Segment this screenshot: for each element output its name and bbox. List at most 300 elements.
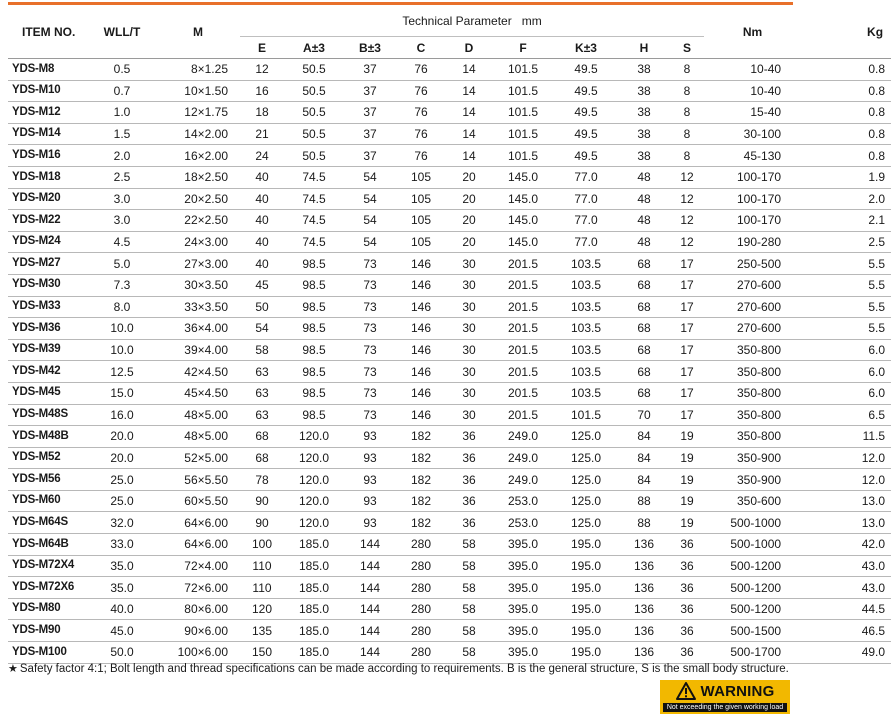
- cell-b: 93: [344, 490, 396, 512]
- cell-e: 40: [240, 166, 284, 188]
- cell-d: 30: [446, 318, 492, 340]
- cell-a: 120.0: [284, 490, 344, 512]
- cell-s: 17: [670, 253, 704, 275]
- cell-wll: 1.0: [88, 102, 156, 124]
- cell-wll: 3.0: [88, 210, 156, 232]
- cell-wll: 32.0: [88, 512, 156, 534]
- cell-m: 72×4.00: [156, 555, 240, 577]
- specification-table: [8, 6, 891, 664]
- cell-b: 144: [344, 534, 396, 556]
- cell-h: 136: [618, 598, 670, 620]
- cell-f: 101.5: [492, 102, 554, 124]
- cell-wll: 8.0: [88, 296, 156, 318]
- cell-k: 195.0: [554, 555, 618, 577]
- cell-f: 249.0: [492, 469, 554, 491]
- cell-m: 45×4.50: [156, 382, 240, 404]
- cell-e: 90: [240, 490, 284, 512]
- cell-m: 64×6.00: [156, 512, 240, 534]
- cell-f: 145.0: [492, 231, 554, 253]
- cell-m: 39×4.00: [156, 339, 240, 361]
- cell-b: 73: [344, 296, 396, 318]
- cell-e: 16: [240, 80, 284, 102]
- cell-a: 98.5: [284, 339, 344, 361]
- cell-h: 48: [618, 210, 670, 232]
- cell-kg: 0.8: [801, 123, 891, 145]
- cell-item-no: YDS-M80: [8, 598, 88, 620]
- cell-c: 280: [396, 598, 446, 620]
- cell-item-no: YDS-M16: [8, 145, 88, 167]
- cell-c: 76: [396, 145, 446, 167]
- cell-s: 8: [670, 80, 704, 102]
- cell-b: 144: [344, 598, 396, 620]
- table-row: [8, 404, 891, 426]
- table-row: [8, 490, 891, 512]
- cell-c: 182: [396, 447, 446, 469]
- warning-triangle-icon: [676, 682, 696, 700]
- cell-nm: 350-800: [704, 404, 801, 426]
- cell-c: 146: [396, 318, 446, 340]
- cell-wll: 5.0: [88, 253, 156, 275]
- cell-k: 125.0: [554, 426, 618, 448]
- cell-h: 38: [618, 145, 670, 167]
- cell-b: 73: [344, 404, 396, 426]
- cell-k: 77.0: [554, 231, 618, 253]
- star-icon: ★: [8, 663, 18, 675]
- cell-d: 14: [446, 123, 492, 145]
- cell-kg: 2.5: [801, 231, 891, 253]
- cell-item-no: YDS-M48B: [8, 426, 88, 448]
- cell-a: 185.0: [284, 534, 344, 556]
- cell-h: 136: [618, 642, 670, 664]
- cell-b: 144: [344, 577, 396, 599]
- cell-a: 98.5: [284, 361, 344, 383]
- cell-nm: 270-600: [704, 296, 801, 318]
- cell-s: 36: [670, 598, 704, 620]
- cell-b: 54: [344, 231, 396, 253]
- cell-b: 73: [344, 361, 396, 383]
- cell-m: 52×5.00: [156, 447, 240, 469]
- table-row: [8, 296, 891, 318]
- cell-a: 98.5: [284, 382, 344, 404]
- cell-m: 10×1.50: [156, 80, 240, 102]
- subheader-f: F: [492, 37, 554, 59]
- cell-kg: 6.0: [801, 361, 891, 383]
- cell-nm: 500-1200: [704, 598, 801, 620]
- cell-s: 17: [670, 318, 704, 340]
- cell-s: 12: [670, 231, 704, 253]
- cell-item-no: YDS-M14: [8, 123, 88, 145]
- cell-f: 145.0: [492, 210, 554, 232]
- cell-k: 49.5: [554, 80, 618, 102]
- cell-h: 68: [618, 296, 670, 318]
- cell-item-no: YDS-M8: [8, 59, 88, 81]
- cell-item-no: YDS-M30: [8, 274, 88, 296]
- cell-kg: 49.0: [801, 642, 891, 664]
- cell-kg: 6.5: [801, 404, 891, 426]
- cell-e: 40: [240, 231, 284, 253]
- table-row: [8, 231, 891, 253]
- cell-a: 98.5: [284, 318, 344, 340]
- cell-b: 54: [344, 188, 396, 210]
- cell-m: 30×3.50: [156, 274, 240, 296]
- cell-kg: 5.5: [801, 274, 891, 296]
- cell-f: 395.0: [492, 642, 554, 664]
- cell-wll: 40.0: [88, 598, 156, 620]
- cell-d: 58: [446, 534, 492, 556]
- cell-m: 8×1.25: [156, 59, 240, 81]
- cell-nm: 10-40: [704, 80, 801, 102]
- cell-s: 36: [670, 534, 704, 556]
- cell-k: 77.0: [554, 210, 618, 232]
- cell-d: 58: [446, 598, 492, 620]
- cell-m: 60×5.50: [156, 490, 240, 512]
- cell-b: 37: [344, 123, 396, 145]
- cell-wll: 12.5: [88, 361, 156, 383]
- cell-a: 120.0: [284, 512, 344, 534]
- cell-nm: 500-1000: [704, 534, 801, 556]
- cell-s: 12: [670, 166, 704, 188]
- cell-c: 182: [396, 512, 446, 534]
- table-row: [8, 598, 891, 620]
- cell-d: 30: [446, 404, 492, 426]
- cell-k: 103.5: [554, 296, 618, 318]
- cell-nm: 100-170: [704, 210, 801, 232]
- cell-wll: 50.0: [88, 642, 156, 664]
- cell-c: 146: [396, 296, 446, 318]
- cell-e: 45: [240, 274, 284, 296]
- cell-d: 36: [446, 512, 492, 534]
- cell-nm: 100-170: [704, 166, 801, 188]
- cell-s: 36: [670, 555, 704, 577]
- cell-d: 36: [446, 490, 492, 512]
- cell-s: 17: [670, 382, 704, 404]
- cell-h: 68: [618, 274, 670, 296]
- cell-k: 103.5: [554, 253, 618, 275]
- cell-a: 74.5: [284, 210, 344, 232]
- table-row: [8, 555, 891, 577]
- cell-e: 40: [240, 210, 284, 232]
- cell-wll: 2.5: [88, 166, 156, 188]
- cell-m: 33×3.50: [156, 296, 240, 318]
- cell-s: 8: [670, 59, 704, 81]
- cell-e: 58: [240, 339, 284, 361]
- cell-k: 103.5: [554, 382, 618, 404]
- cell-a: 185.0: [284, 642, 344, 664]
- cell-item-no: YDS-M20: [8, 188, 88, 210]
- cell-d: 30: [446, 339, 492, 361]
- cell-h: 136: [618, 555, 670, 577]
- cell-c: 146: [396, 339, 446, 361]
- cell-item-no: YDS-M24: [8, 231, 88, 253]
- cell-s: 17: [670, 339, 704, 361]
- cell-item-no: YDS-M36: [8, 318, 88, 340]
- cell-f: 101.5: [492, 80, 554, 102]
- cell-kg: 13.0: [801, 512, 891, 534]
- cell-k: 125.0: [554, 512, 618, 534]
- header-nm: Nm: [704, 6, 801, 59]
- cell-s: 8: [670, 145, 704, 167]
- cell-nm: 350-800: [704, 339, 801, 361]
- cell-e: 54: [240, 318, 284, 340]
- table-row: [8, 361, 891, 383]
- cell-h: 136: [618, 577, 670, 599]
- table-row: [8, 382, 891, 404]
- cell-b: 54: [344, 210, 396, 232]
- cell-h: 68: [618, 339, 670, 361]
- cell-item-no: YDS-M100: [8, 642, 88, 664]
- cell-wll: 10.0: [88, 339, 156, 361]
- table-row: [8, 253, 891, 275]
- cell-f: 101.5: [492, 123, 554, 145]
- cell-s: 19: [670, 426, 704, 448]
- cell-nm: 45-130: [704, 145, 801, 167]
- cell-b: 144: [344, 555, 396, 577]
- cell-c: 105: [396, 210, 446, 232]
- cell-b: 54: [344, 166, 396, 188]
- cell-wll: 0.7: [88, 80, 156, 102]
- cell-d: 58: [446, 620, 492, 642]
- cell-k: 195.0: [554, 577, 618, 599]
- cell-a: 50.5: [284, 80, 344, 102]
- subheader-d: D: [446, 37, 492, 59]
- subheader-s: S: [670, 37, 704, 59]
- cell-d: 36: [446, 447, 492, 469]
- cell-m: 20×2.50: [156, 188, 240, 210]
- cell-kg: 2.0: [801, 188, 891, 210]
- cell-wll: 20.0: [88, 426, 156, 448]
- cell-f: 395.0: [492, 620, 554, 642]
- table-row: [8, 210, 891, 232]
- cell-kg: 42.0: [801, 534, 891, 556]
- cell-h: 38: [618, 102, 670, 124]
- cell-a: 74.5: [284, 231, 344, 253]
- table-row: [8, 447, 891, 469]
- cell-s: 19: [670, 512, 704, 534]
- footnote: [8, 662, 789, 675]
- cell-c: 280: [396, 620, 446, 642]
- cell-a: 50.5: [284, 102, 344, 124]
- cell-c: 182: [396, 490, 446, 512]
- cell-a: 185.0: [284, 620, 344, 642]
- cell-b: 37: [344, 145, 396, 167]
- cell-a: 50.5: [284, 59, 344, 81]
- cell-c: 280: [396, 577, 446, 599]
- cell-b: 73: [344, 274, 396, 296]
- cell-nm: 350-900: [704, 447, 801, 469]
- cell-f: 253.0: [492, 490, 554, 512]
- cell-h: 84: [618, 469, 670, 491]
- cell-k: 195.0: [554, 620, 618, 642]
- cell-k: 49.5: [554, 123, 618, 145]
- cell-m: 12×1.75: [156, 102, 240, 124]
- cell-kg: 43.0: [801, 577, 891, 599]
- cell-m: 72×6.00: [156, 577, 240, 599]
- cell-c: 105: [396, 231, 446, 253]
- cell-e: 63: [240, 382, 284, 404]
- table-row: [8, 123, 891, 145]
- cell-d: 14: [446, 80, 492, 102]
- cell-e: 90: [240, 512, 284, 534]
- cell-kg: 11.5: [801, 426, 891, 448]
- cell-f: 145.0: [492, 166, 554, 188]
- cell-d: 30: [446, 274, 492, 296]
- cell-wll: 25.0: [88, 469, 156, 491]
- cell-e: 110: [240, 577, 284, 599]
- cell-s: 36: [670, 620, 704, 642]
- cell-s: 19: [670, 447, 704, 469]
- cell-e: 68: [240, 447, 284, 469]
- cell-nm: 350-900: [704, 469, 801, 491]
- cell-kg: 0.8: [801, 80, 891, 102]
- cell-h: 136: [618, 534, 670, 556]
- table-row: [8, 59, 891, 81]
- cell-c: 280: [396, 642, 446, 664]
- cell-a: 98.5: [284, 253, 344, 275]
- cell-e: 24: [240, 145, 284, 167]
- cell-kg: 46.5: [801, 620, 891, 642]
- cell-item-no: YDS-M72X4: [8, 555, 88, 577]
- cell-nm: 500-1200: [704, 555, 801, 577]
- cell-k: 103.5: [554, 361, 618, 383]
- cell-f: 249.0: [492, 447, 554, 469]
- cell-nm: 15-40: [704, 102, 801, 124]
- cell-nm: 350-800: [704, 361, 801, 383]
- cell-wll: 0.5: [88, 59, 156, 81]
- cell-m: 14×2.00: [156, 123, 240, 145]
- subheader-c: C: [396, 37, 446, 59]
- cell-nm: 270-600: [704, 274, 801, 296]
- cell-h: 88: [618, 490, 670, 512]
- cell-d: 58: [446, 555, 492, 577]
- cell-e: 135: [240, 620, 284, 642]
- cell-wll: 7.3: [88, 274, 156, 296]
- cell-f: 201.5: [492, 339, 554, 361]
- cell-d: 14: [446, 59, 492, 81]
- cell-h: 84: [618, 447, 670, 469]
- cell-a: 98.5: [284, 296, 344, 318]
- cell-c: 146: [396, 361, 446, 383]
- cell-b: 93: [344, 512, 396, 534]
- cell-kg: 2.1: [801, 210, 891, 232]
- cell-wll: 2.0: [88, 145, 156, 167]
- cell-item-no: YDS-M52: [8, 447, 88, 469]
- cell-item-no: YDS-M64S: [8, 512, 88, 534]
- subheader-a: A±3: [284, 37, 344, 59]
- table-row: [8, 512, 891, 534]
- cell-k: 195.0: [554, 642, 618, 664]
- cell-b: 73: [344, 382, 396, 404]
- cell-c: 76: [396, 59, 446, 81]
- cell-h: 68: [618, 318, 670, 340]
- cell-item-no: YDS-M60: [8, 490, 88, 512]
- cell-m: 24×3.00: [156, 231, 240, 253]
- cell-h: 48: [618, 166, 670, 188]
- cell-b: 73: [344, 318, 396, 340]
- cell-item-no: YDS-M48S: [8, 404, 88, 426]
- cell-h: 136: [618, 620, 670, 642]
- subheader-e: E: [240, 37, 284, 59]
- cell-k: 77.0: [554, 188, 618, 210]
- cell-h: 38: [618, 59, 670, 81]
- cell-wll: 1.5: [88, 123, 156, 145]
- cell-e: 40: [240, 188, 284, 210]
- cell-a: 98.5: [284, 274, 344, 296]
- cell-s: 36: [670, 577, 704, 599]
- table-row: [8, 339, 891, 361]
- cell-k: 49.5: [554, 102, 618, 124]
- cell-d: 58: [446, 642, 492, 664]
- cell-s: 17: [670, 361, 704, 383]
- cell-b: 144: [344, 642, 396, 664]
- table-row: [8, 80, 891, 102]
- cell-s: 8: [670, 123, 704, 145]
- cell-nm: 270-600: [704, 318, 801, 340]
- cell-f: 201.5: [492, 361, 554, 383]
- cell-a: 120.0: [284, 447, 344, 469]
- cell-nm: 350-800: [704, 382, 801, 404]
- cell-e: 78: [240, 469, 284, 491]
- cell-e: 21: [240, 123, 284, 145]
- cell-m: 22×2.50: [156, 210, 240, 232]
- cell-f: 253.0: [492, 512, 554, 534]
- cell-s: 12: [670, 210, 704, 232]
- cell-nm: 10-40: [704, 59, 801, 81]
- cell-m: 64×6.00: [156, 534, 240, 556]
- cell-a: 120.0: [284, 426, 344, 448]
- cell-k: 49.5: [554, 59, 618, 81]
- cell-wll: 33.0: [88, 534, 156, 556]
- cell-s: 19: [670, 490, 704, 512]
- cell-k: 49.5: [554, 145, 618, 167]
- cell-f: 201.5: [492, 318, 554, 340]
- cell-c: 280: [396, 555, 446, 577]
- cell-h: 48: [618, 231, 670, 253]
- cell-m: 48×5.00: [156, 404, 240, 426]
- cell-s: 12: [670, 188, 704, 210]
- cell-kg: 0.8: [801, 145, 891, 167]
- cell-d: 30: [446, 253, 492, 275]
- cell-a: 50.5: [284, 123, 344, 145]
- cell-b: 73: [344, 339, 396, 361]
- cell-s: 17: [670, 296, 704, 318]
- cell-d: 30: [446, 296, 492, 318]
- cell-wll: 35.0: [88, 577, 156, 599]
- cell-e: 18: [240, 102, 284, 124]
- cell-k: 195.0: [554, 534, 618, 556]
- table-row: [8, 620, 891, 642]
- cell-wll: 16.0: [88, 404, 156, 426]
- header-m: M: [156, 6, 240, 59]
- cell-a: 185.0: [284, 598, 344, 620]
- cell-e: 110: [240, 555, 284, 577]
- cell-nm: 500-1500: [704, 620, 801, 642]
- table-row: [8, 102, 891, 124]
- cell-m: 42×4.50: [156, 361, 240, 383]
- table-row: [8, 534, 891, 556]
- cell-m: 100×6.00: [156, 642, 240, 664]
- cell-e: 100: [240, 534, 284, 556]
- cell-nm: 500-1200: [704, 577, 801, 599]
- cell-h: 38: [618, 80, 670, 102]
- cell-h: 70: [618, 404, 670, 426]
- cell-item-no: YDS-M72X6: [8, 577, 88, 599]
- cell-d: 20: [446, 166, 492, 188]
- table-body: [8, 59, 891, 664]
- cell-k: 77.0: [554, 166, 618, 188]
- cell-m: 56×5.50: [156, 469, 240, 491]
- cell-m: 90×6.00: [156, 620, 240, 642]
- cell-wll: 10.0: [88, 318, 156, 340]
